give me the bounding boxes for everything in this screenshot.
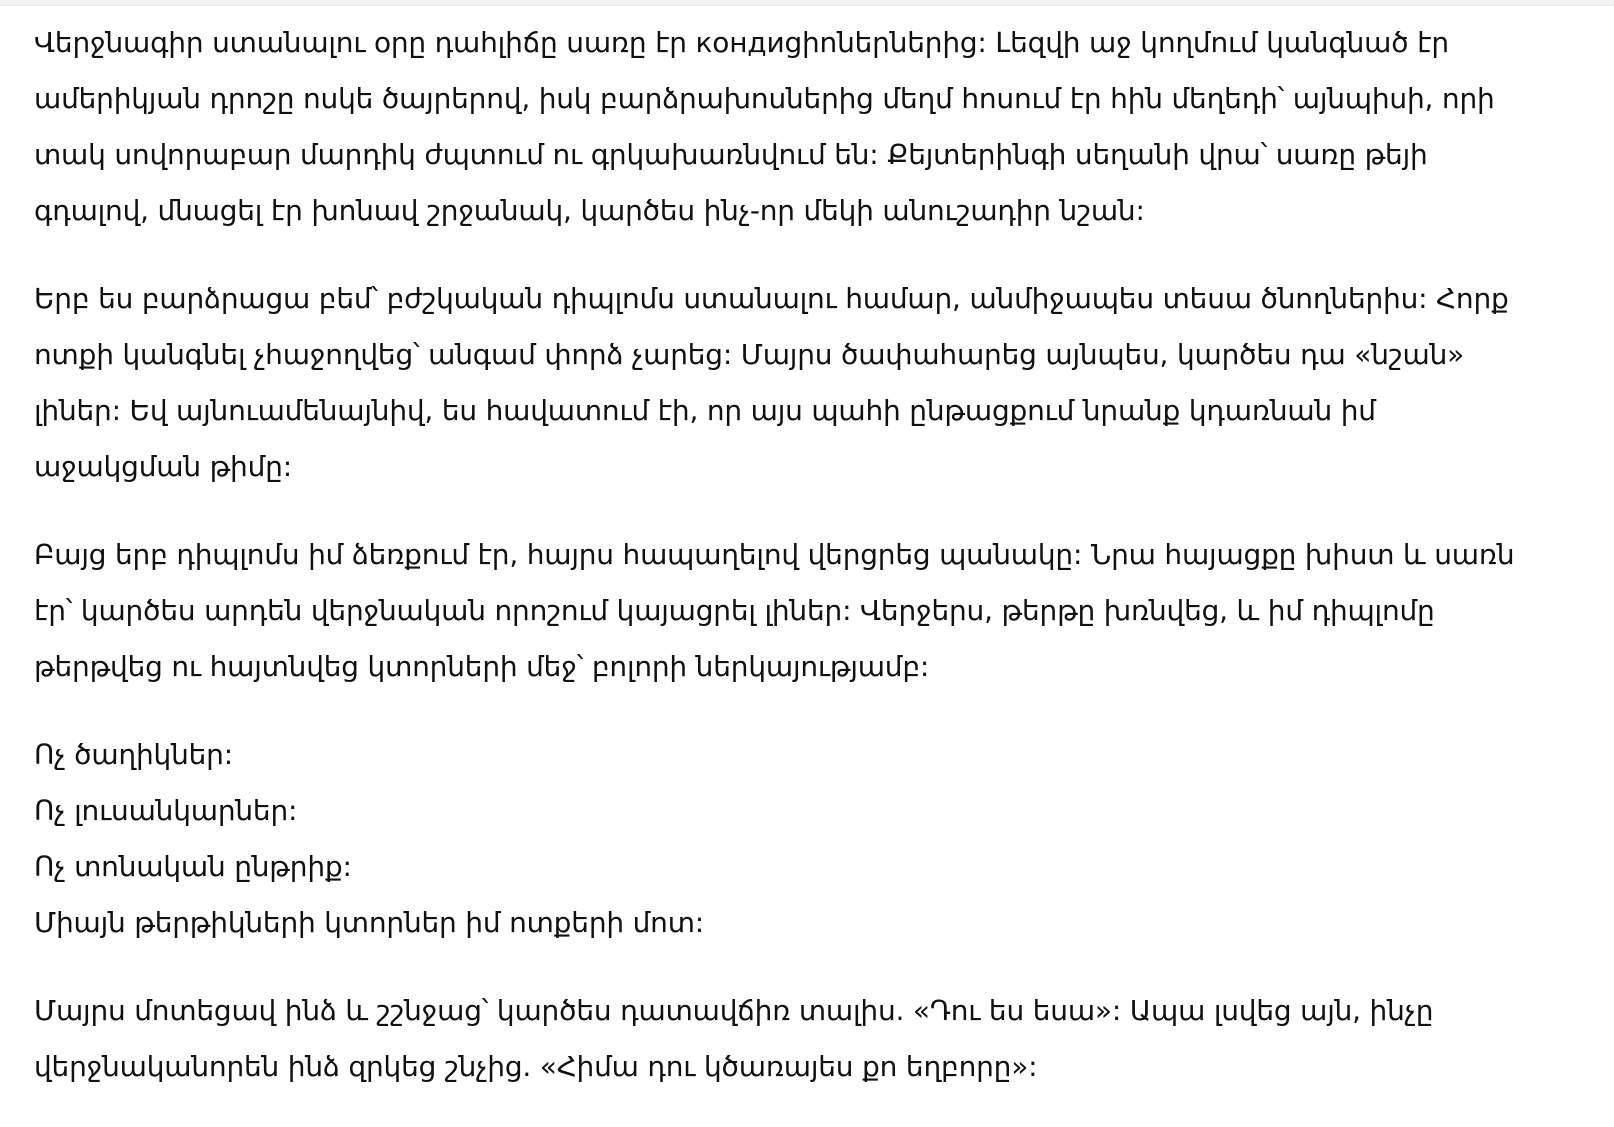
text-line: վերջնականորեն ինձ զրկեց շնչից. «Հիմա դու կծառայես քո եղբորը»:	[34, 1050, 1038, 1083]
text-line: Ոչ տոնական ընթրիք:	[34, 850, 352, 883]
text-line: Երբ ես բարձրացա բեմ՝ բժշկական դիպլոմս ստանալու համար, անմիջապես տեսա ծնողներիս: Հորք	[34, 282, 1509, 315]
text-line: թերթվեց ու հայտնվեց կտորների մեջ՝ բոլորի ներկայությամբ:	[34, 650, 930, 683]
text-line: Ոչ լուսանկարներ:	[34, 794, 298, 827]
paragraph-2	[34, 271, 1574, 495]
text-line: աջակցման թիմը:	[34, 450, 292, 483]
text-line: գդալով, մնացել էր խոնավ շրջանակ, կարծես ինչ-որ մեկի անուշադիր նշան:	[34, 194, 1145, 227]
text-line: լիներ: Եվ այնուամենայնիվ, ես հավատում էի, որ այս պահի ընթացքում նրանք կդառնան իմ	[34, 394, 1376, 427]
text-line: Վերջնագիր ստանալու օրը դահլիճը սառը էր кондиցիոներներից: Լեզվի աջ կողմում կանգնած էր	[34, 26, 1449, 59]
paragraph-5	[34, 983, 1574, 1095]
paragraph-3	[34, 527, 1574, 695]
text-line: Միայն թերթիկների կտորներ իմ ոտքերի մոտ:	[34, 906, 705, 939]
paragraph-1	[34, 15, 1574, 239]
text-line: Մայրս մոտեցավ ինձ և շշնջաց՝ կարծես դատավճիռ տալիս. «Դու ես եսա»: Ապա լսվեց այն, ինչը	[34, 994, 1434, 1027]
text-line: Ոչ ծաղիկներ:	[34, 738, 233, 771]
document-body	[34, 15, 1574, 1127]
text-line: ոտքի կանգնել չհաջողվեց՝ անգամ փորձ չարեց: Մայրս ծափահարեց այնպես, կարծես դա «նշան»	[34, 338, 1465, 371]
text-line: Բայց երբ դիպլոմս իմ ձեռքում էր, հայրս հապաղելով վերցրեց պանակը: Նրա հայացքը խիստ և սառն	[34, 538, 1515, 571]
text-line: տակ սովորաբար մարդիկ ժպտում ու գրկախառնվում են: Քեյտերինգի սեղանի վրա՝ սառը թեյի	[34, 138, 1428, 171]
text-line: ամերիկյան դրոշը ոսկե ծայրերով, իսկ բարձրախոսներից մեղմ հոսում էր հին մեղեդի՝ այնպիսի, որի	[34, 82, 1495, 115]
paragraph-4-list	[34, 727, 1574, 951]
text-line: էր՝ կարծես արդեն վերջնական որոշում կայացրել լիներ: Վերջերս, թերթը խռնվեց, և իմ դիպլոմը	[34, 594, 1435, 627]
top-divider	[0, 0, 1614, 6]
